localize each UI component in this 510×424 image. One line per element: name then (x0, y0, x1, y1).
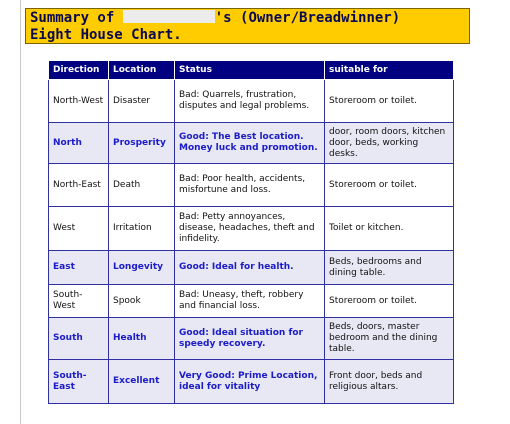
cell-direction: West (49, 207, 109, 251)
table-row (49, 251, 454, 285)
cell-status: Good: The Best location. Money luck and promotion. (175, 123, 325, 164)
banner-suffix: 's (Owner/Breadwinner) (214, 10, 401, 26)
header-location: Location (109, 61, 175, 80)
cell-status: Bad: Quarrels, frustration, disputes and legal problems. (175, 80, 325, 123)
cell-direction: South (49, 318, 109, 360)
cell-suitable: Storeroom or toilet. (325, 164, 454, 207)
cell-status: Bad: Uneasy, theft, robbery and financial loss. (175, 285, 325, 318)
table-header-row (49, 61, 454, 80)
cell-location: Disaster (109, 80, 175, 123)
header-status: Status (175, 61, 325, 80)
cell-status: Very Good: Prime Location, ideal for vitality (175, 360, 325, 404)
cell-suitable: door, room doors, kitchen door, beds, working desks. (325, 123, 454, 164)
cell-direction: South-West (49, 285, 109, 318)
banner-prefix: Summary of (30, 10, 115, 26)
cell-suitable: Beds, doors, master bedroom and the dining table. (325, 318, 454, 360)
cell-direction: North-West (49, 80, 109, 123)
redacted-name (123, 10, 215, 23)
table-row (49, 360, 454, 404)
table-row (49, 318, 454, 360)
cell-suitable: Beds, bedrooms and dining table. (325, 251, 454, 285)
left-border-line (20, 0, 21, 424)
cell-direction: South-East (49, 360, 109, 404)
cell-location: Irritation (109, 207, 175, 251)
cell-status: Good: Ideal situation for speedy recovery. (175, 318, 325, 360)
cell-location: Health (109, 318, 175, 360)
summary-banner (25, 8, 470, 44)
table-row (49, 123, 454, 164)
table-row (49, 207, 454, 251)
cell-location: Prosperity (109, 123, 175, 164)
cell-suitable: Storeroom or toilet. (325, 80, 454, 123)
cell-location: Excellent (109, 360, 175, 404)
cell-suitable: Storeroom or toilet. (325, 285, 454, 318)
cell-location: Spook (109, 285, 175, 318)
cell-location: Death (109, 164, 175, 207)
cell-direction: East (49, 251, 109, 285)
cell-suitable: Front door, beds and religious altars. (325, 360, 454, 404)
cell-suitable: Toilet or kitchen. (325, 207, 454, 251)
cell-status: Bad: Petty annoyances, disease, headaches, theft and infidelity. (175, 207, 325, 251)
header-direction: Direction (49, 61, 109, 80)
cell-location: Longevity (109, 251, 175, 285)
cell-direction: North-East (49, 164, 109, 207)
cell-direction: North (49, 123, 109, 164)
banner-line-2: Eight House Chart. (30, 27, 182, 43)
banner-line-1 (30, 10, 465, 27)
eight-house-table (48, 60, 454, 404)
table-row (49, 285, 454, 318)
header-suitable-for: suitable for (325, 61, 454, 80)
table-row (49, 80, 454, 123)
cell-status: Good: Ideal for health. (175, 251, 325, 285)
cell-status: Bad: Poor health, accidents, misfortune and loss. (175, 164, 325, 207)
table-row (49, 164, 454, 207)
